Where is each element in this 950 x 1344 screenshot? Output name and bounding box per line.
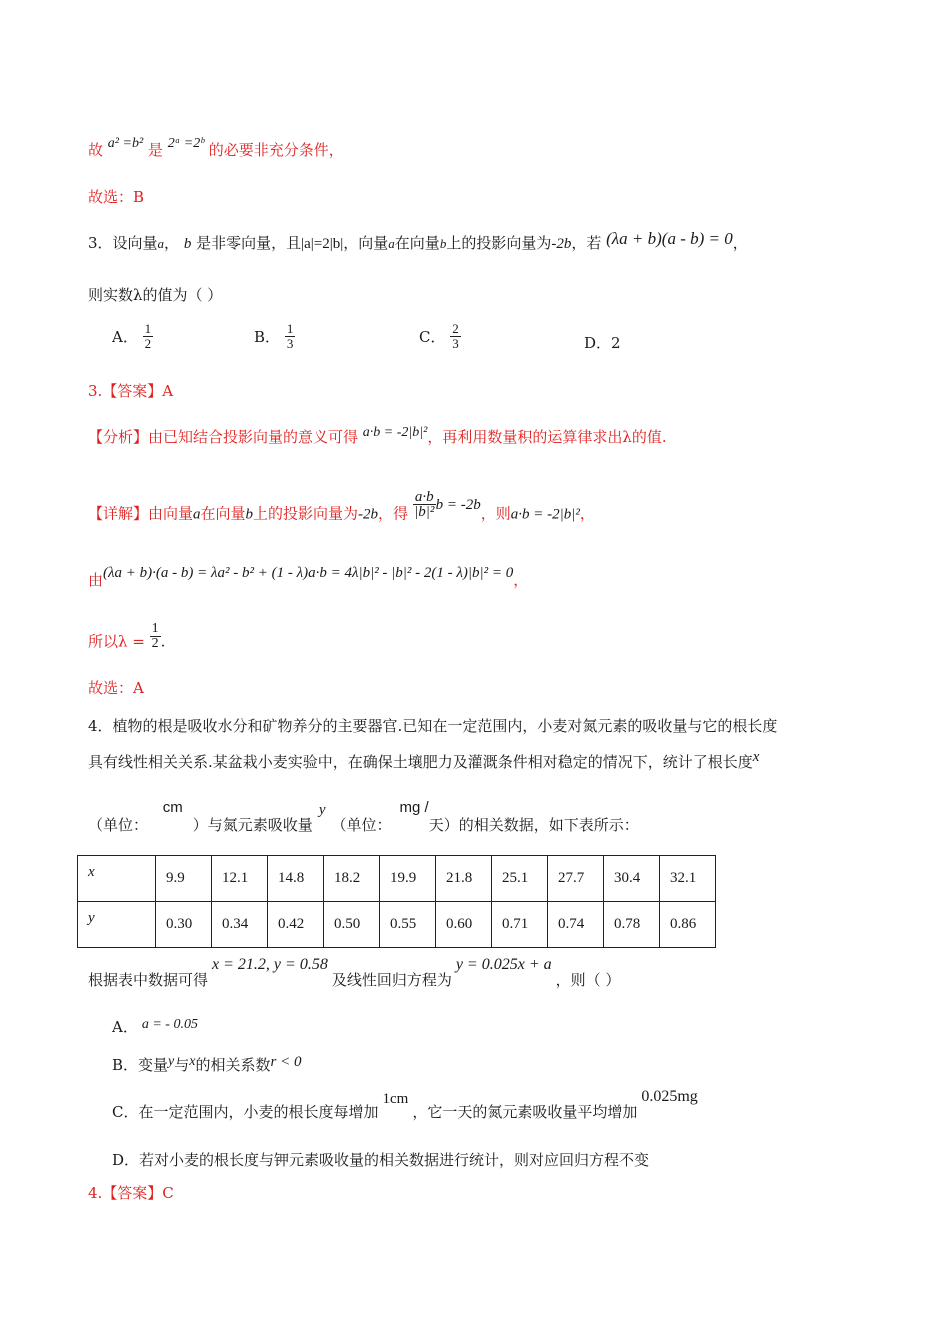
analysis-text-end: ，再利用数量积的运算律求出λ的值. (427, 428, 667, 446)
q3-condition: |a|=2|b| (301, 236, 344, 252)
table-cell: 0.42 (268, 902, 324, 948)
frac-den: 3 (452, 336, 459, 351)
expr-2a-2b: 2ᵃ =2ᵇ (167, 136, 205, 151)
shi-char: 是 (147, 141, 163, 159)
q4-option-c[interactable] (112, 1088, 698, 1122)
option-label: C． (112, 1103, 139, 1121)
frac-num: 1 (144, 321, 152, 336)
conclusion-text: 的必要非充分条件， (208, 141, 344, 159)
table-cell: 0.60 (436, 902, 492, 948)
detail-val: -2b (358, 506, 379, 523)
option-b-x: x (189, 1054, 196, 1069)
q3-option-c[interactable] (419, 322, 461, 351)
table-cell: 0.74 (548, 902, 604, 948)
result-pre: 所以λ = (88, 632, 145, 651)
q4-option-d[interactable] (112, 1149, 649, 1170)
detail-then: ，则 (480, 504, 511, 523)
analysis-expr: a·b = -2|b|² (362, 425, 428, 440)
table-cell: 14.8 (268, 856, 324, 902)
option-c-val: 0.025mg (641, 1088, 698, 1105)
frac-den: 2 (144, 336, 152, 351)
detail-fraction (413, 490, 436, 519)
frac-num: 1 (286, 321, 294, 336)
table-cell: 0.86 (660, 902, 716, 948)
detail-tail: b = -2b (435, 496, 481, 513)
conclusion-line (88, 136, 344, 162)
gu-char: 故 (88, 141, 104, 159)
q4-y-var: y (318, 802, 326, 818)
answer-choice-b: 故选：B (88, 188, 145, 206)
frac-num: 1 (151, 621, 159, 636)
table-cell: 0.30 (156, 902, 212, 948)
answer-3-analysis (88, 427, 667, 449)
vec-a-2: a (388, 236, 395, 251)
you-char: 由 (88, 571, 104, 589)
table-cell: 19.9 (380, 856, 436, 902)
option-c-1cm: 1cm (382, 1091, 409, 1107)
table-cell: 0.50 (324, 902, 380, 948)
frac-den: 2 (151, 636, 159, 651)
option-c-mid: ，它一天的氮元素吸收量平均增加 (412, 1103, 638, 1121)
option-label: D． (584, 334, 612, 352)
option-value: 2 (611, 334, 621, 352)
q4-option-b[interactable] (112, 1054, 301, 1075)
q3-stem-start: 3．设向量 (88, 234, 158, 252)
table-cell: 12.1 (212, 856, 268, 902)
q3-comma: ， (164, 234, 180, 252)
frac-den: 3 (286, 336, 294, 351)
regression-mid: 及线性回归方程为 (331, 971, 452, 989)
q4-x-var: x (752, 749, 760, 765)
unit-pre: （单位： (88, 816, 149, 834)
analysis-text: 【分析】由已知结合投影向量的意义可得 (88, 428, 359, 446)
detail-result: a·b = -2|b|² (510, 506, 580, 523)
table-cell: 30.4 (604, 856, 660, 902)
regression-expr: y = 0.025x + a (455, 956, 552, 973)
option-label: C． (419, 328, 446, 346)
table-cell: 27.7 (548, 856, 604, 902)
detail-text-mid: 在向量 (200, 504, 246, 523)
table-cell: 0.71 (492, 902, 548, 948)
frac-num: a·b (414, 489, 434, 505)
result-fraction (150, 622, 161, 651)
q3-stem-mid: 是非零向量，且 (196, 234, 302, 252)
answer-3-detail (88, 489, 595, 529)
table-row-y (78, 902, 716, 948)
q3-option-b[interactable] (254, 322, 295, 351)
option-c-pre: 在一定范围内，小麦的根长度每增加 (138, 1103, 379, 1121)
table-cell: 0.78 (604, 902, 660, 948)
table-header-y: y (78, 902, 156, 948)
q3-in-vec: 在向量 (394, 234, 440, 252)
vec-a: a (157, 236, 165, 251)
expr-a2-b2: a² =b² (107, 136, 144, 151)
regression-pre: 根据表中数据可得 (88, 971, 209, 989)
option-label: D． (112, 1151, 140, 1169)
table-cell: 0.34 (212, 902, 268, 948)
detail-text-mid2: 上的投影向量为 (253, 504, 359, 523)
q3-stem-mid2: ，向量 (343, 234, 389, 252)
detail-de: ，得 (378, 504, 409, 523)
unit-mg: mg / (399, 799, 429, 816)
question-4-line1: 4．植物的根是吸收水分和矿物养分的主要器官.已知在一定范围内，小麦对氮元素的吸收量与它的根长度 (88, 717, 778, 735)
unit-mid2: （单位： (331, 816, 392, 834)
detail-vec-a: a (193, 506, 201, 523)
q3-end: ， (732, 234, 748, 252)
answer-4-header: 4.【答案】C (88, 1184, 174, 1202)
vec-b: b (183, 236, 192, 252)
expansion-end: ， (513, 571, 529, 589)
unit-day: 天）的相关数据，如下表所示： (428, 816, 639, 834)
detail-text: 【详解】由向量 (88, 504, 194, 523)
data-table (77, 855, 716, 948)
question-3-ask: 则实数λ的值为（ ） (88, 286, 223, 304)
question-4-line2 (88, 749, 760, 773)
q4-option-a[interactable] (112, 1016, 198, 1037)
q3-proj: 上的投影向量为 (446, 234, 552, 252)
table-cell: 21.8 (436, 856, 492, 902)
option-a-expr: a = - 0.05 (141, 1017, 198, 1032)
answer-3-header: 3.【答案】A (88, 382, 174, 400)
regression-end: ，则（ ） (555, 971, 621, 989)
table-cell: 0.55 (380, 902, 436, 948)
q3-ruo: ，若 (571, 234, 602, 252)
unit-mid: ）与氮元素吸收量 (192, 816, 313, 834)
table-cell: 18.2 (324, 856, 380, 902)
answer-3-choose: 故选：A (88, 679, 144, 697)
answer-3-expansion (88, 565, 529, 591)
option-b-y: y (168, 1054, 175, 1069)
detail-vec-b: b (245, 506, 254, 523)
q3-option-d[interactable] (584, 332, 621, 353)
result-end: . (160, 632, 166, 651)
fraction (143, 322, 154, 351)
option-b-pre: 变量 (138, 1056, 169, 1074)
answer-3-result (88, 621, 166, 657)
fraction (285, 322, 296, 351)
q3-equation: (λa + b)(a - b) = 0 (606, 229, 733, 248)
fraction (450, 322, 461, 351)
table-cell: 25.1 (492, 856, 548, 902)
option-label: A． (112, 328, 138, 346)
detail-end: ， (579, 504, 595, 523)
frac-den: |b|² (414, 504, 435, 520)
table-row-x (78, 856, 716, 902)
vec-b-2: b (439, 236, 447, 251)
option-b-r: r < 0 (270, 1054, 302, 1070)
question-4-regression (88, 956, 621, 991)
frac-num: 2 (452, 321, 459, 336)
table-cell: 32.1 (660, 856, 716, 902)
unit-cm: cm (162, 799, 183, 816)
question-4-units (88, 799, 639, 836)
option-d-text: 若对小麦的根长度与钾元素吸收量的相关数据进行统计，则对应回归方程不变 (139, 1151, 650, 1169)
table-header-x: x (78, 856, 156, 902)
option-b-post: 的相关系数 (195, 1056, 271, 1074)
option-label: B． (254, 328, 281, 346)
table-cell: 9.9 (156, 856, 212, 902)
q3-proj-val: -2b (551, 236, 572, 252)
option-b-mid: 与 (174, 1056, 190, 1074)
option-label: A． (112, 1018, 138, 1036)
means-expr: x = 21.2, y = 0.58 (212, 956, 328, 973)
expansion-expr: (λa + b)·(a - b) = λa² - b² + (1 - λ)a·b = 4λ|b|² - |b|² - 2(1 - λ)|b|² = 0 (103, 565, 514, 581)
q3-option-a[interactable] (112, 322, 153, 351)
question-3-stem (88, 229, 748, 254)
option-label: B． (112, 1056, 139, 1074)
q4-line2-text: 具有线性相关关系.某盆栽小麦实验中，在确保土壤肥力及灌溉条件相对稳定的情况下，统计了根长度 (88, 753, 753, 771)
